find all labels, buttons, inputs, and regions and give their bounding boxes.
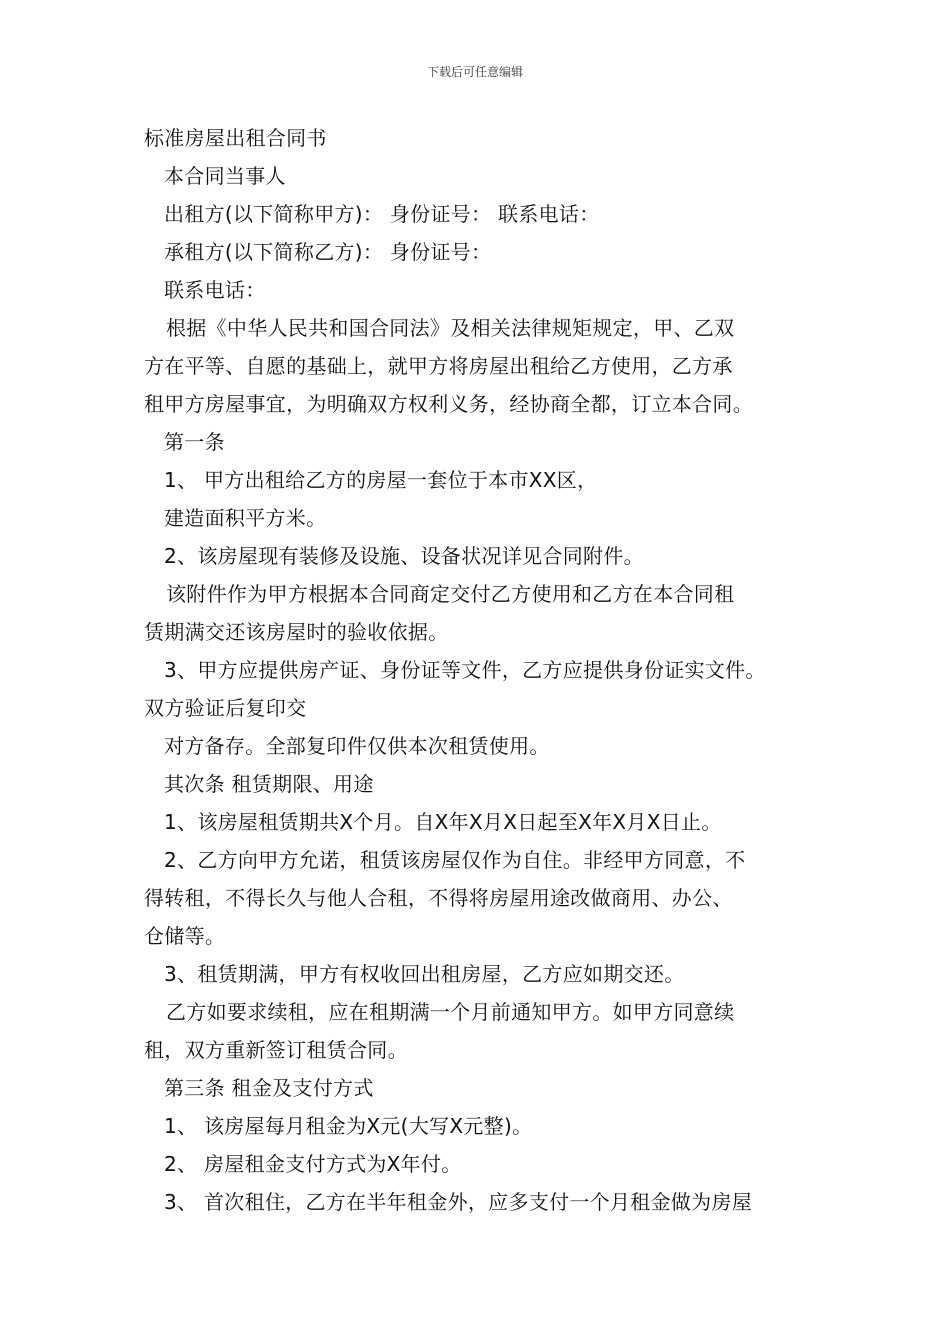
text-line: 3、甲方应提供房产证、身份证等文件，乙方应提供身份证实文件。	[164, 658, 766, 682]
text-line: 承租方(以下简称乙方)： 身份证号：	[164, 240, 492, 264]
document-body	[144, 119, 824, 1221]
text-line: 租，双方重新签订租赁合同。	[144, 1038, 408, 1062]
text-line: 出租方(以下简称甲方)： 身份证号： 联系电话：	[164, 202, 600, 226]
text-line: 本合同当事人	[164, 164, 286, 188]
text-line: 仓储等。	[144, 924, 226, 948]
text-line: 2、乙方向甲方允诺，租赁该房屋仅作为自住。非经甲方同意，不	[164, 848, 746, 872]
text-line: 根据《中华人民共和国合同法》及相关法律规矩规定，甲、乙双	[166, 316, 735, 340]
text-line: 该附件作为甲方根据本合同商定交付乙方使用和乙方在本合同租	[166, 582, 735, 606]
text-line: 对方备存。全部复印件仅供本次租赁使用。	[164, 734, 550, 758]
text-line: 方在平等、自愿的基础上，就甲方将房屋出租给乙方使用，乙方承	[144, 354, 733, 378]
document-lines	[144, 157, 824, 1221]
text-line: 1、 该房屋每月租金为X元(大写X元整)。	[164, 1114, 533, 1138]
text-line: 3、租赁期满，甲方有权收回出租房屋，乙方应如期交还。	[164, 962, 685, 986]
text-line: 1、该房屋租赁期共X个月。自X年X月X日起至X年X月X日止。	[164, 810, 722, 834]
text-line: 双方验证后复印交	[144, 696, 307, 720]
text-line: 建造面积平方米。	[164, 506, 327, 530]
text-line: 赁期满交还该房屋时的验收依据。	[144, 620, 449, 644]
text-line: 2、该房屋现有装修及设施、设备状况详见合同附件。	[164, 544, 644, 568]
text-line: 得转租，不得长久与他人合租，不得将房屋用途改做商用、办公、	[144, 886, 733, 910]
page-header: 下载后可任意编辑	[426, 65, 523, 79]
text-line: 其次条 租赁期限、用途	[164, 772, 374, 796]
document-title: 标准房屋出租合同书	[144, 126, 327, 150]
text-line: 2、 房屋租金支付方式为X年付。	[164, 1152, 462, 1176]
text-line: 乙方如要求续租，应在租期满一个月前通知甲方。如甲方同意续	[166, 1000, 735, 1024]
text-line: 租甲方房屋事宜，为明确双方权利义务，经协商全都，订立本合同。	[144, 392, 753, 416]
text-line: 联系电话：	[164, 278, 266, 302]
text-line: 第三条 租金及支付方式	[164, 1076, 374, 1100]
text-line: 第一条	[164, 430, 225, 454]
text-line: 1、 甲方出租给乙方的房屋一套位于本市XX区，	[164, 468, 598, 492]
text-line: 3、 首次租住，乙方在半年租金外，应多支付一个月租金做为房屋	[164, 1190, 753, 1214]
